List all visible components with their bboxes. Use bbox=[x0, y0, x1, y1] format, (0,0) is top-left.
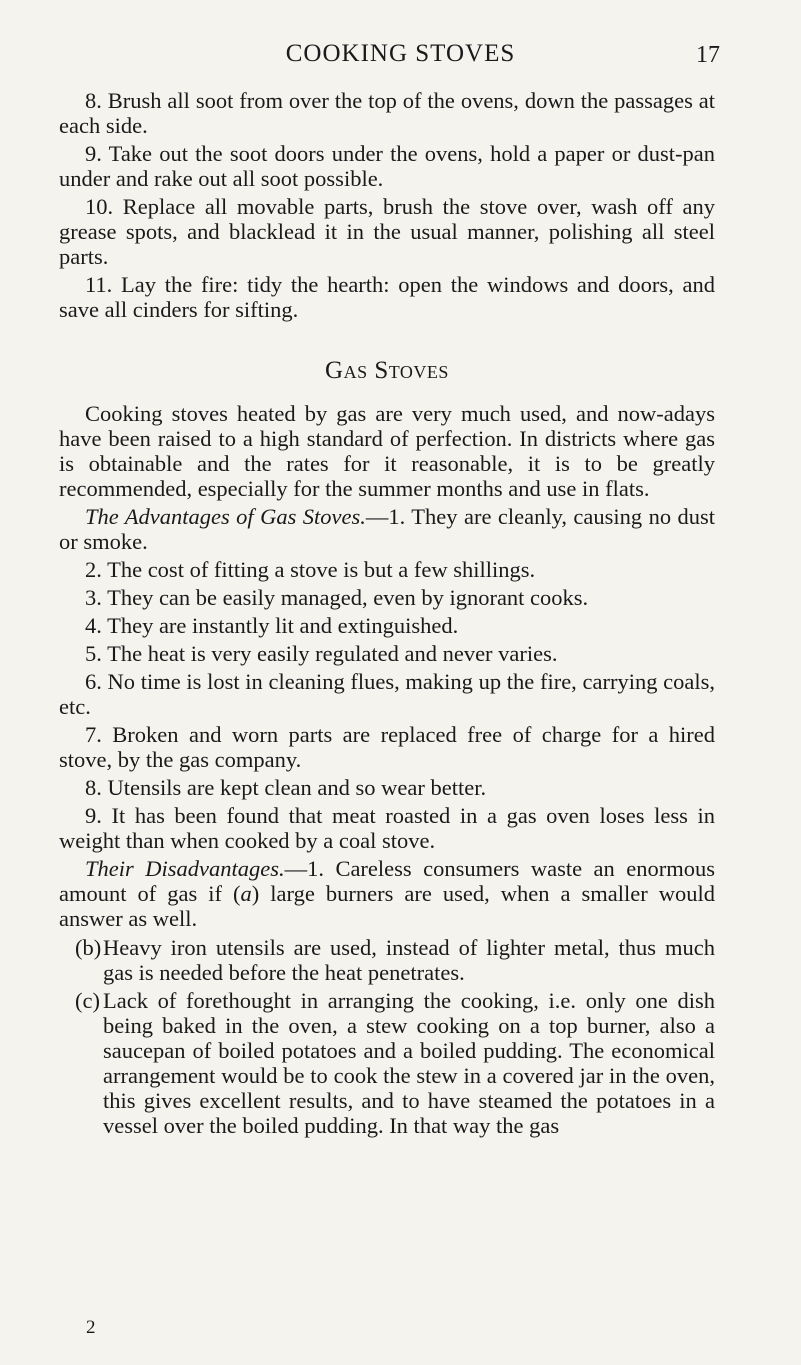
page-number: 17 bbox=[696, 42, 720, 68]
step-paragraph: 9. Take out the soot doors under the ovens, hold a paper or dust-pan under and rake out all soot possible. bbox=[59, 141, 715, 191]
printer-signature: 2 bbox=[86, 1317, 96, 1338]
sub-text: Lack of forethought in arranging the cooking, i.e. only one dish being baked in the oven, a stew cooking on a top burner, also a saucepan of boiled potatoes and a boiled pudding. The economical arrangement would be to cook the stew in a covered jar in the oven, this gives excellent results, and to have steamed the potatoes in a vessel over the boiled pudding. In that way the gas bbox=[103, 988, 715, 1138]
advantage-item: 3. They can be easily managed, even by ignorant cooks. bbox=[85, 585, 589, 610]
disadvantage-marker: a bbox=[240, 881, 252, 906]
disadvantage-text-b: ) large burners are used, when a smaller would answer as well. bbox=[59, 881, 716, 931]
advantage-item: 8. Utensils are kept clean and so wear better. bbox=[85, 775, 487, 800]
running-header: COOKING STOVES bbox=[285, 40, 516, 67]
disadvantage-text-a: —1. Careless consumers waste an enormous amount of gas if ( bbox=[59, 856, 715, 906]
page-body bbox=[59, 88, 715, 1141]
advantage-item: 6. No time is lost in cleaning flues, making up the fire, carrying coals, etc. bbox=[59, 669, 715, 719]
sub-item bbox=[59, 988, 715, 1138]
advantages-paragraph bbox=[59, 504, 715, 554]
section-heading: Gas Stoves bbox=[325, 357, 449, 384]
advantage-item: 5. The heat is very easily regulated and never varies. bbox=[85, 641, 558, 666]
advantages-heading: The Advantages of Gas Stoves. bbox=[85, 504, 366, 529]
advantage-item: 4. They are instantly lit and extinguished. bbox=[85, 613, 459, 638]
disadvantage-sub-list bbox=[59, 935, 715, 1138]
step-paragraph: 10. Replace all movable parts, brush the stove over, wash off any grease spots, and blacklead it in the usual manner, polishing all steel parts. bbox=[59, 194, 715, 269]
sub-item bbox=[59, 935, 715, 985]
advantage-first: —1. They are cleanly, causing no dust or smoke. bbox=[59, 504, 716, 554]
step-paragraph: 11. Lay the fire: tidy the hearth: open the windows and doors, and save all cinders for sifting. bbox=[59, 272, 715, 322]
advantage-item: 2. The cost of fitting a stove is but a few shillings. bbox=[85, 557, 536, 582]
disadvantages-heading: Their Disadvantages. bbox=[85, 856, 285, 881]
intro-paragraph: Cooking stoves heated by gas are very much used, and now-adays have been raised to a high standard of perfection. In districts where gas is obtainable and the rates for it reasonable, it is to be greatly recommended, especially for the summer months and use in flats. bbox=[59, 401, 715, 501]
step-paragraph: 8. Brush all soot from over the top of the ovens, down the passages at each side. bbox=[59, 88, 715, 138]
disadvantages-paragraph bbox=[59, 856, 715, 931]
advantage-item: 9. It has been found that meat roasted in a gas oven loses less in weight than when cooked by a coal stove. bbox=[59, 803, 715, 853]
sub-marker: (c) bbox=[75, 988, 100, 1013]
sub-text: Heavy iron utensils are used, instead of lighter metal, thus much gas is needed before the heat penetrates. bbox=[103, 935, 715, 985]
advantage-item: 7. Broken and worn parts are replaced free of charge for a hired stove, by the gas company. bbox=[59, 722, 715, 772]
sub-marker: (b) bbox=[75, 935, 102, 960]
